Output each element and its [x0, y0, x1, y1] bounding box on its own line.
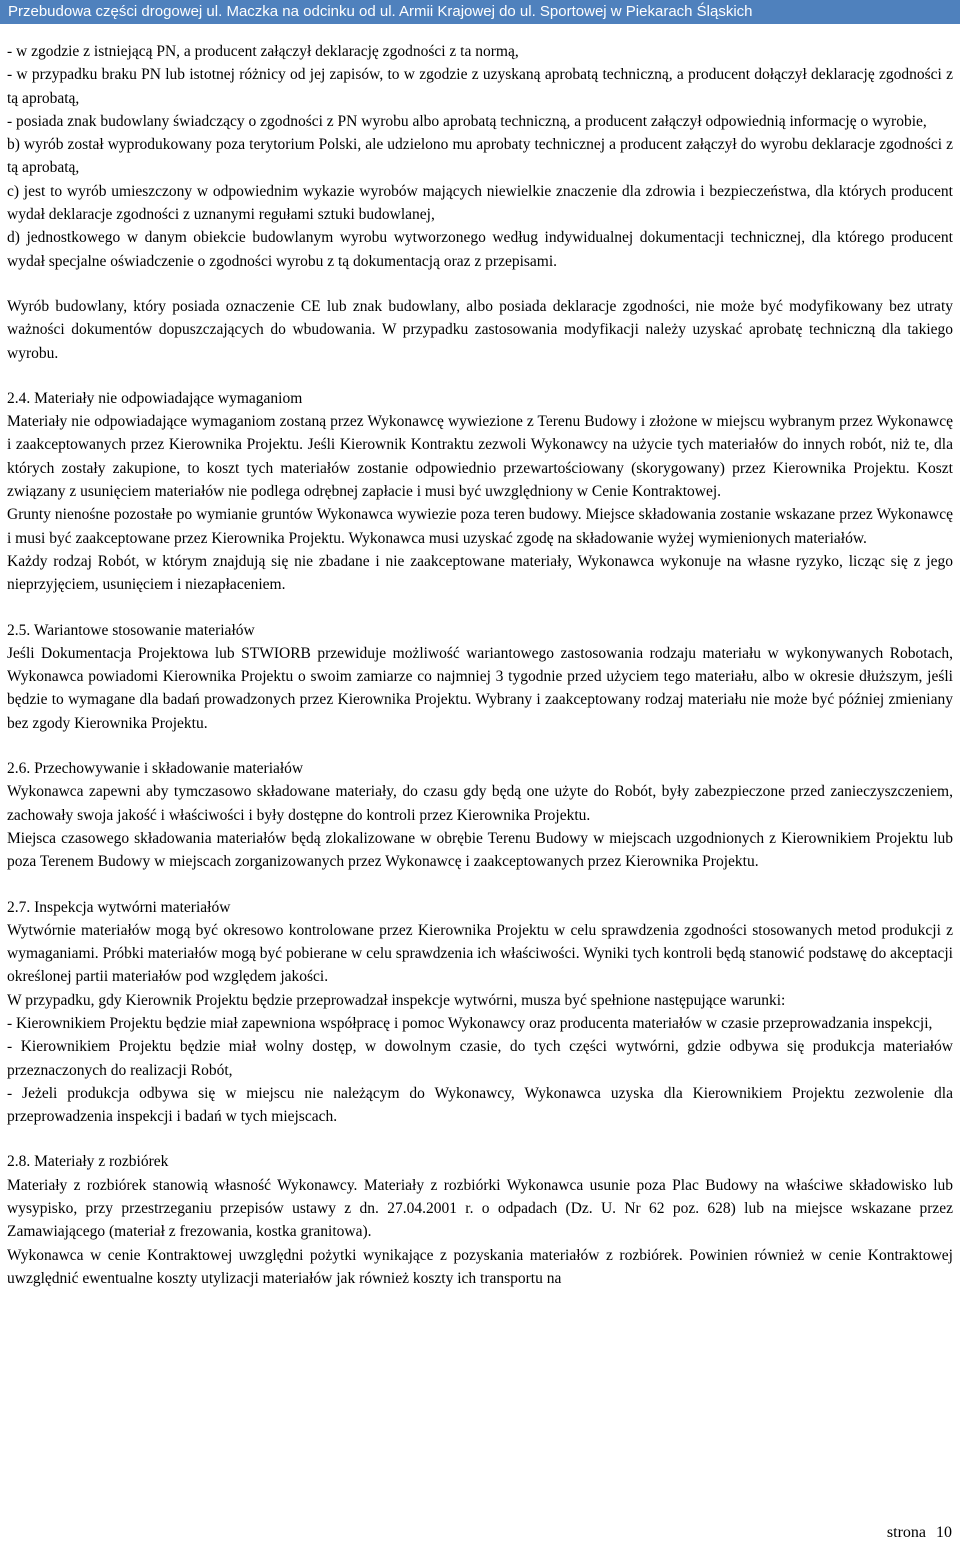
list-item: - Kierownikiem Projektu będzie miał zapewniona współpracę i pomoc Wykonawcy oraz producenta materiałów w czasie przeprowadzania inspekcji,: [7, 1014, 933, 1032]
document-body: [7, 40, 953, 1290]
paragraph: Materiały nie odpowiadające wymaganiom zostaną przez Wykonawcę wywiezione z Terenu Budowy i złożone w miejscu wybranym przez Wykonawcę i zaakceptowanych przez Kierownika Projektu. Jeśli Kierownik Kontraktu zezwoli Wykonawcy na użycie tych materiałów do innych robót, niż te, dla których zostały zakupione, to koszt tych materiałów zostanie odpowiednio przewartościowany (skorygowany) przez Kierownika Projektu. Koszt związany z usunięciem materiałów nie podlega odrębnej zapłacie i musi być uwzględniony w Cenie Kontraktowej.: [7, 413, 953, 501]
paragraph: Miejsca czasowego składowania materiałów będą zlokalizowane w obrębie Terenu Budowy w miejscach uzgodnionych z Kierownikiem Projektu lub poza Terenem Budowy w miejscach zorganizowanych przez Wykonawcę i zaakceptowanych przez Kierownika Projektu.: [7, 829, 953, 871]
section-heading-2-4: 2.4. Materiały nie odpowiadające wymaganiom: [7, 389, 303, 407]
intro-line: - w zgodzie z istniejącą PN, a producent załączył deklarację zgodności z ta normą,: [7, 43, 519, 60]
section-heading-2-6: 2.6. Przechowywanie i składowanie materiałów: [7, 760, 304, 778]
section-heading-2-5: 2.5. Wariantowe stosowanie materiałów: [7, 621, 255, 639]
paragraph: Materiały z rozbiórek stanowią własność Wykonawcy. Materiały z rozbiórki Wykonawca usunie poza Plac Budowy na właściwe składowisko lub wysypisko, przy przestrzeganiu przepisów ustawy z dn. 27.04.2001 r. o odpadach (Dz. U. Nr 62 poz. 628) lub na miejsce wskazane przez Zamawiającego (materiał z frezowania, kostka granitowa).: [7, 1176, 953, 1241]
intro-line: - w przypadku braku PN lub istotnej różnicy od jej zapisów, to w zgodzie z uzyskaną aprobatą techniczną, a producent dołączył deklarację zgodności z tą aprobatą,: [7, 66, 953, 107]
page-footer: [887, 1523, 952, 1543]
section-heading-2-7: 2.7. Inspekcja wytwórni materiałów: [7, 898, 231, 916]
section-heading-2-8: 2.8. Materiały z rozbiórek: [7, 1153, 169, 1171]
paragraph: Wytwórnie materiałów mogą być okresowo kontrolowane przez Kierownika Projektu w celu sprawdzenia zgodności stosowanych metod produkcji z wymaganiami. Próbki materiałów mogą być pobierane w celu sprawdzenia ich właściwości. Wyniki tych kontroli będą stanowić podstawę do akceptacji określonej partii materiałów pod względem jakości.: [7, 921, 953, 986]
paragraph: Wykonawca w cenie Kontraktowej uwzględni pożytki wynikające z pozyskania materiałów z rozbiórek. Powinien również w cenie Kontraktowej uwzględnić ewentualne koszty utylizacji materiałów jak również koszty ich transportu na: [7, 1246, 953, 1287]
paragraph: Grunty nienośne pozostałe po wymianie gruntów Wykonawca wywiezie poza teren budowy. Miejsce składowania zostanie wskazane przez Wykonawcę i musi być zaakceptowane przez Kierownika Projektu. Wykonawca musi uzyskać zgodę na składowanie wyżej wymienionych materiałów.: [7, 506, 953, 547]
list-item: - Jeżeli produkcja odbywa się w miejscu nie należącym do Wykonawcy, Wykonawca uzyska dla Kierownikiem Projektu zezwolenie dla przeprowadzenia inspekcji i badań w tych miejscach.: [7, 1084, 953, 1126]
paragraph: Każdy rodzaj Robót, w którym znajdują się nie zbadane i nie zaakceptowane materiały, Wykonawca wykonuje na własne ryzyko, licząc się z jego nieprzyjęciem, usunięciem i niezapłaceniem.: [7, 552, 953, 594]
document-title: Przebudowa części drogowej ul. Maczka na odcinku od ul. Armii Krajowej do ul. Sportowej w Piekarach Śląskich: [8, 3, 753, 20]
paragraph: Wykonawca zapewni aby tymczasowo składowane materiały, do czasu gdy będą one użyte do Robót, były zabezpieczone przed zanieczyszczeniem, zachowały swoja jakość i właściwości i były dostępne do kontroli przez Kierownika Projektu.: [7, 783, 953, 824]
list-item: - Kierownikiem Projektu będzie miał wolny dostęp, w dowolnym czasie, do tych części wytwórni, gdzie odbywa się produkcja materiałów przeznaczonych do realizacji Robót,: [7, 1038, 953, 1079]
document-header: [0, 0, 960, 24]
page-number: 10: [936, 1524, 952, 1541]
intro-line: b) wyrób został wyprodukowany poza terytorium Polski, ale udzielono mu aprobaty technicznej a producent załączył do wyrobu deklaracje zgodności z tą aprobatą,: [7, 136, 953, 177]
ce-paragraph: Wyrób budowlany, który posiada oznaczenie CE lub znak budowlany, albo posiada deklaracje zgodności, nie może być modyfikowany bez utraty ważności dokumentów dopuszczających do wbudowania. W przypadku zastosowania modyfikacji należy uzyskać aprobatę techniczną dla takiego wyrobu.: [7, 297, 953, 362]
intro-line: c) jest to wyrób umieszczony w odpowiednim wykazie wyrobów mających niewielkie znaczenie dla zdrowia i bezpieczeństwa, dla których producent wydał deklaracje zgodności z uznanymi regułami sztuki budowlanej,: [7, 182, 953, 224]
paragraph: Jeśli Dokumentacja Projektowa lub STWIORB przewiduje możliwość wariantowego zastosowania rodzaju materiału w wykonywanych Robotach, Wykonawca powiadomi Kierownika Projektu o swoim zamiarze co najmniej 3 tygodnie przed użyciem tego materiału, albo w okresie dłuższym, jeśli będzie to wymagane dla badań prowadzonych przez Kierownika Projektu. Wybrany i zaakceptowany rodzaj materiału nie może być później zmieniany bez zgody Kierownika Projektu.: [7, 644, 953, 732]
paragraph: W przypadku, gdy Kierownik Projektu będzie przeprowadzał inspekcje wytwórni, musza być spełnione następujące warunki:: [7, 991, 786, 1009]
intro-line: - posiada znak budowlany świadczący o zgodności z PN wyrobu albo aprobatą techniczną, a producent załączył odpowiednią informację o wyrobie,: [7, 112, 927, 130]
page-label: strona: [886, 1524, 926, 1541]
intro-line: d) jednostkowego w danym obiekcie budowlanym wyrobu wytworzonego według indywidualnej dokumentacji technicznej, dla którego producent wydał specjalne oświadczenie o zgodności wyrobu z tą dokumentacją oraz z przepisami.: [7, 229, 953, 270]
